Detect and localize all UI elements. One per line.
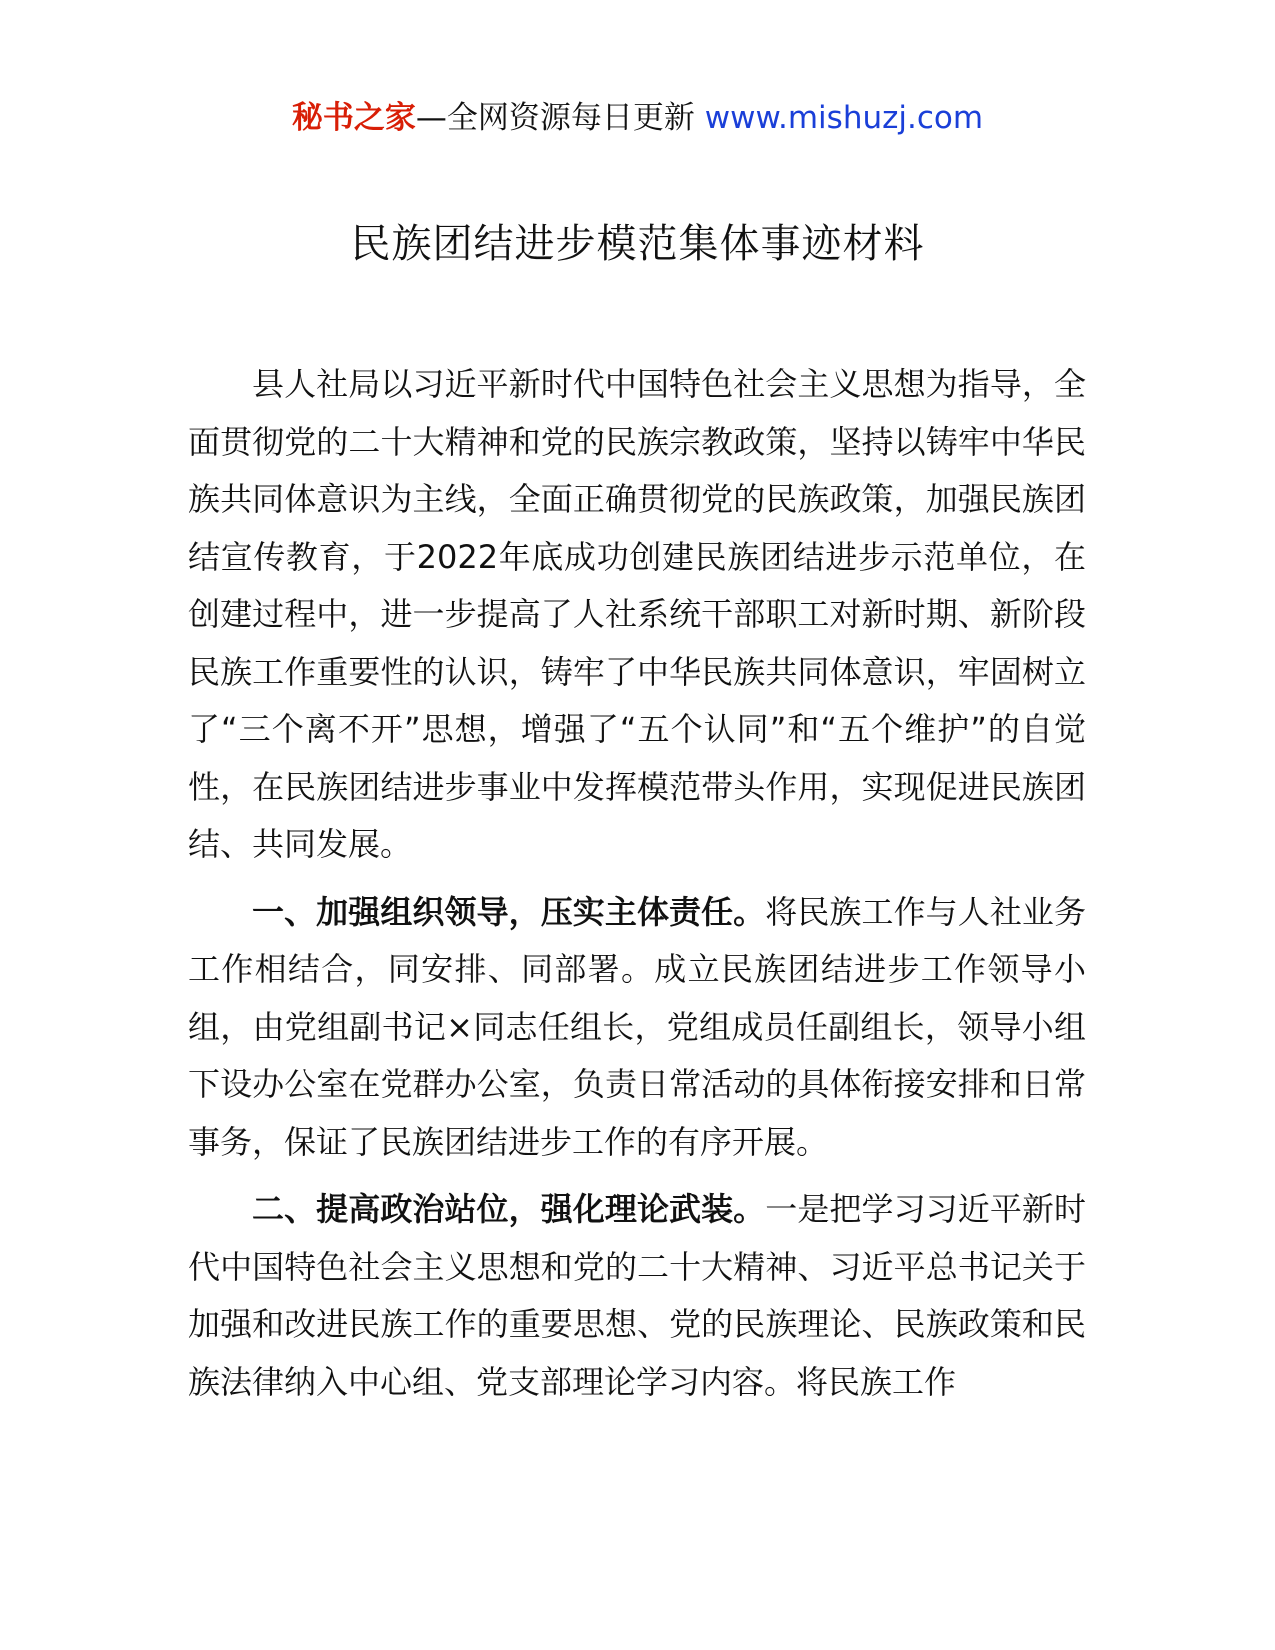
document-title: 民族团结进步模范集体事迹材料 — [350, 221, 925, 267]
site-header — [0, 96, 1275, 140]
paragraph-section-2 — [188, 1181, 1086, 1411]
document-body — [188, 356, 1086, 1421]
site-url-link[interactable]: www.mishuzj.com — [704, 100, 984, 136]
paragraph-intro — [188, 356, 1086, 874]
brand-name: 秘书之家 — [291, 100, 416, 136]
paragraph-text: 县人社局以习近平新时代中国特色社会主义思想为指导，全面贯彻党的二十大精神和党的民族宗教政策，坚持以铸牢中华民族共同体意识为主线，全面正确贯彻党的民族政策，加强民族团结宣传教育，于2022年底成功创建民族团结进步示范单位，在创建过程中，进一步提高了人社系统干部职工对新时期、新阶段民族工作重要性的认识，铸牢了中华民族共同体意识，牢固树立了“三个离不开”思想，增强了“五个认同”和“五个维护”的自觉性，在民族团结进步事业中发挥模范带头作用，实现促进民族团结、共同发展。 — [188, 365, 1086, 863]
paragraph-heading: 二、提高政治站位，强化理论武装。 — [252, 1190, 766, 1228]
paragraph-text: 一是把学习习近平新时代中国特色社会主义思想和党的二十大精神、习近平总书记关于加强和改进民族工作的重要思想、党的民族理论、民族政策和民族法律纳入中心组、党支部理论学习内容。将民族工作 — [188, 1190, 1086, 1401]
paragraph-heading: 一、加强组织领导，压实主体责任。 — [252, 892, 766, 931]
paragraph-section-1 — [188, 884, 1086, 1172]
header-tagline: —全网资源每日更新 — [415, 100, 695, 136]
paragraph-text: 将民族工作与人社业务工作相结合，同安排、同部署。成立民族团结进步工作领导小组，由党组副书记×同志任组长，党组成员任副组长，领导小组下设办公室在党群办公室，负责日常活动的具体衔接安排和日常事务，保证了民族团结进步工作的有序开展。 — [188, 892, 1086, 1161]
